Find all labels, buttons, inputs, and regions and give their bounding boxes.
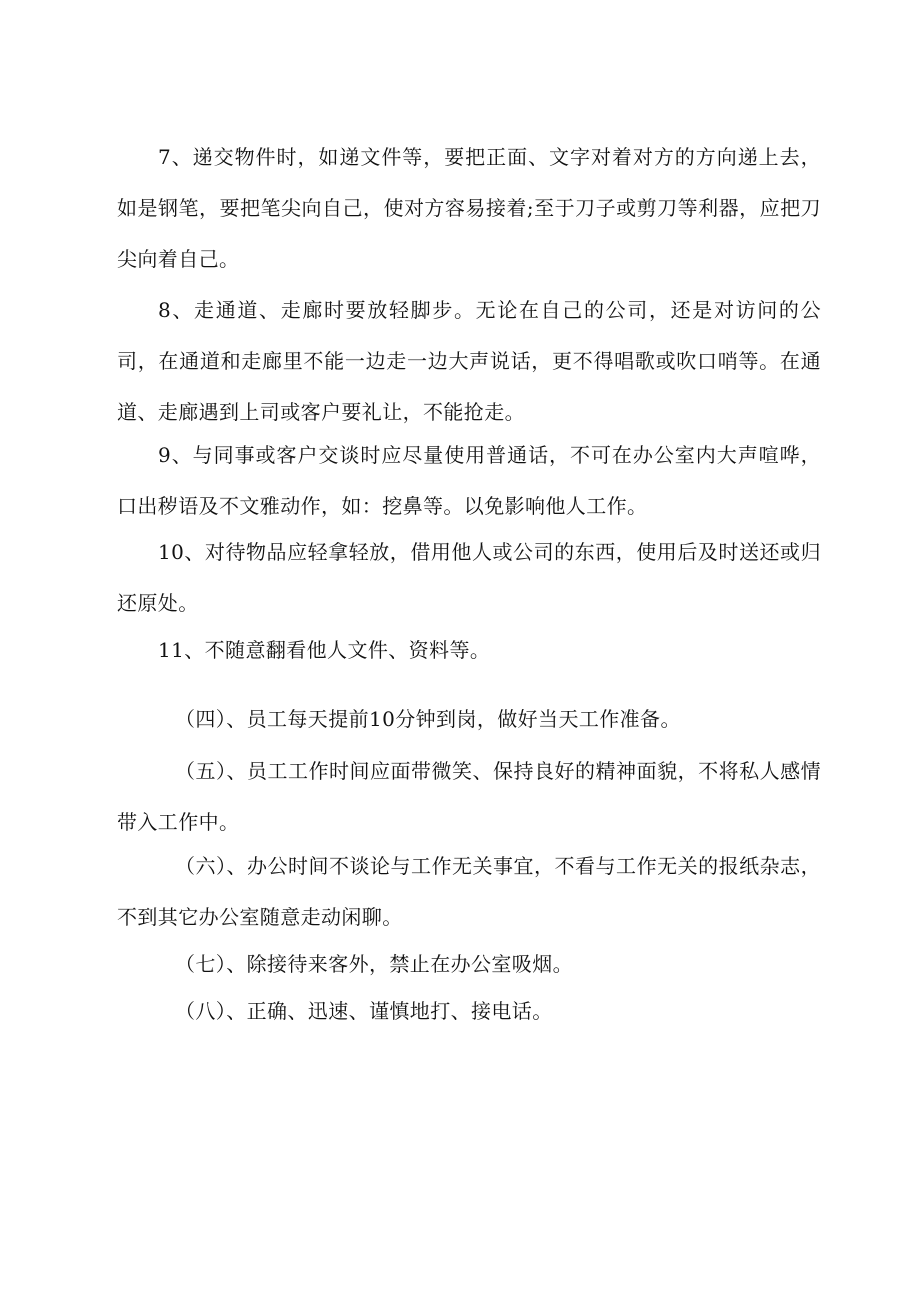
paragraph-item-9: 9、与同事或客户交谈时应尽量使用普通话，不可在办公室内大声喧哗，口出秽语及不文雅动作，如：挖鼻等。以免影响他人工作。	[117, 443, 821, 518]
section-item-4: （四）、员工每天提前10分钟到岗，做好当天工作准备。	[175, 707, 681, 731]
section-item-5: （五）、员工工作时间应面带微笑、保持良好的精神面貌，不将私人感情带入工作中。	[117, 759, 821, 834]
paragraph-item-11: 11、不随意翻看他人文件、资料等。	[158, 638, 491, 662]
paragraph-item-7: 7、递交物件时，如递文件等，要把正面、文字对着对方的方向递上去，如是钢笔，要把笔尖向自己，使对方容易接着;至于刀子或剪刀等利器，应把刀尖向着自己。	[117, 145, 821, 271]
paragraph-item-8: 8、走通道、走廊时要放轻脚步。无论在自己的公司，还是对访问的公司，在通道和走廊里不能一边走一边大声说话，更不得唱歌或吹口哨等。在通道、走廊遇到上司或客户要礼让，不能抢走。	[117, 298, 821, 424]
section-item-6: （六）、办公时间不谈论与工作无关事宜，不看与工作无关的报纸杂志，不到其它办公室随意走动闲聊。	[117, 854, 821, 929]
paragraph-item-10: 10、对待物品应轻拿轻放，借用他人或公司的东西，使用后及时送还或归还原处。	[117, 540, 821, 615]
section-item-7: （七）、除接待来客外，禁止在办公室吸烟。	[175, 952, 573, 976]
section-item-8: （八）、正确、迅速、谨慎地打、接电话。	[175, 999, 553, 1023]
